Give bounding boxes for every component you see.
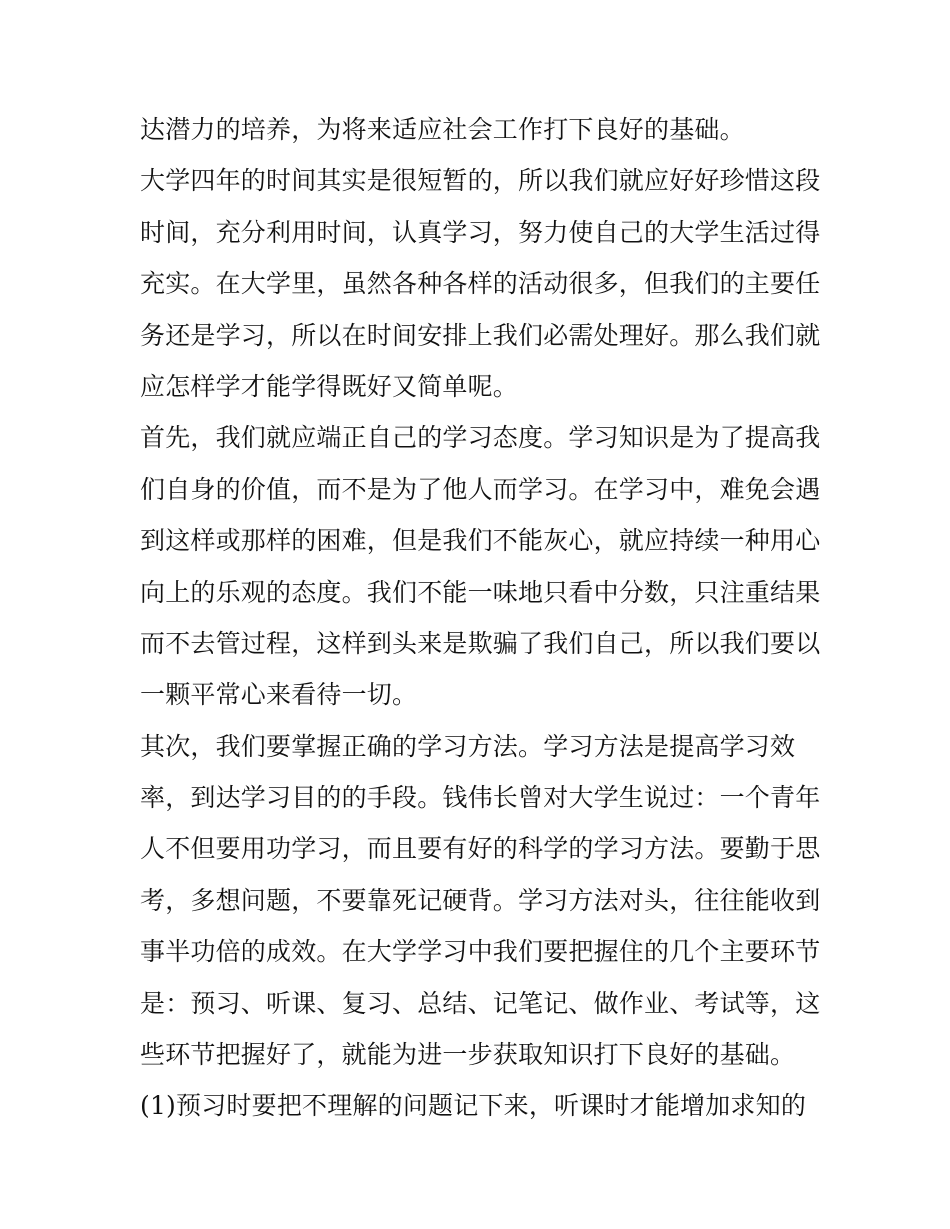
text-line: 应怎样学才能学得既好又简单呢。 — [140, 371, 519, 401]
text-line: 务还是学习，所以在时间安排上我们必需处理好。那么我们就 — [140, 320, 821, 350]
text-line: 率，到达学习目的的手段。钱伟长曾对大学生说过：一个青年 — [140, 783, 821, 813]
text-line: 大学四年的时间其实是很短暂的，所以我们就应好好珍惜这段 — [140, 166, 821, 196]
text-line: 充实。在大学里，虽然各种各样的活动很多，但我们的主要任 — [140, 269, 821, 299]
text-line: 而不去管过程，这样到头来是欺骗了我们自己，所以我们要以 — [140, 628, 821, 658]
text-line: 事半功倍的成效。在大学学习中我们要把握住的几个主要环节 — [140, 937, 821, 967]
text-line: 首先，我们就应端正自己的学习态度。学习知识是为了提高我 — [140, 423, 821, 453]
text-line: 考，多想问题，不要靠死记硬背。学习方法对头，往往能收到 — [140, 885, 821, 915]
text-line: 时间，充分利用时间，认真学习，努力使自己的大学生活过得 — [140, 217, 821, 247]
body-text — [140, 104, 820, 1132]
text-line: 达潜力的培养，为将来适应社会工作打下良好的基础。 — [140, 115, 745, 144]
text-line: 其次，我们要掌握正确的学习方法。学习方法是提高学习效 — [140, 731, 796, 761]
text-line: 人不但要用功学习，而且要有好的科学的学习方法。要勤于思 — [140, 834, 821, 864]
text-line: 们自身的价值，而不是为了他人而学习。在学习中，难免会遇 — [140, 474, 821, 504]
text-line: 一颗平常心来看待一切。 — [140, 680, 418, 710]
text-line: 到这样或那样的困难，但是我们不能灰心，就应持续一种用心 — [140, 526, 821, 556]
text-line: 向上的乐观的态度。我们不能一味地只看中分数，只注重结果 — [140, 577, 821, 607]
text-line: (1)预习时要把不理解的问题记下来，听课时才能增加求知的 — [140, 1091, 807, 1121]
text-line: 是：预习、听课、复习、总结、记笔记、做作业、考试等，这 — [140, 988, 821, 1018]
text-line: 些环节把握好了，就能为进一步获取知识打下良好的基础。 — [140, 1040, 796, 1070]
